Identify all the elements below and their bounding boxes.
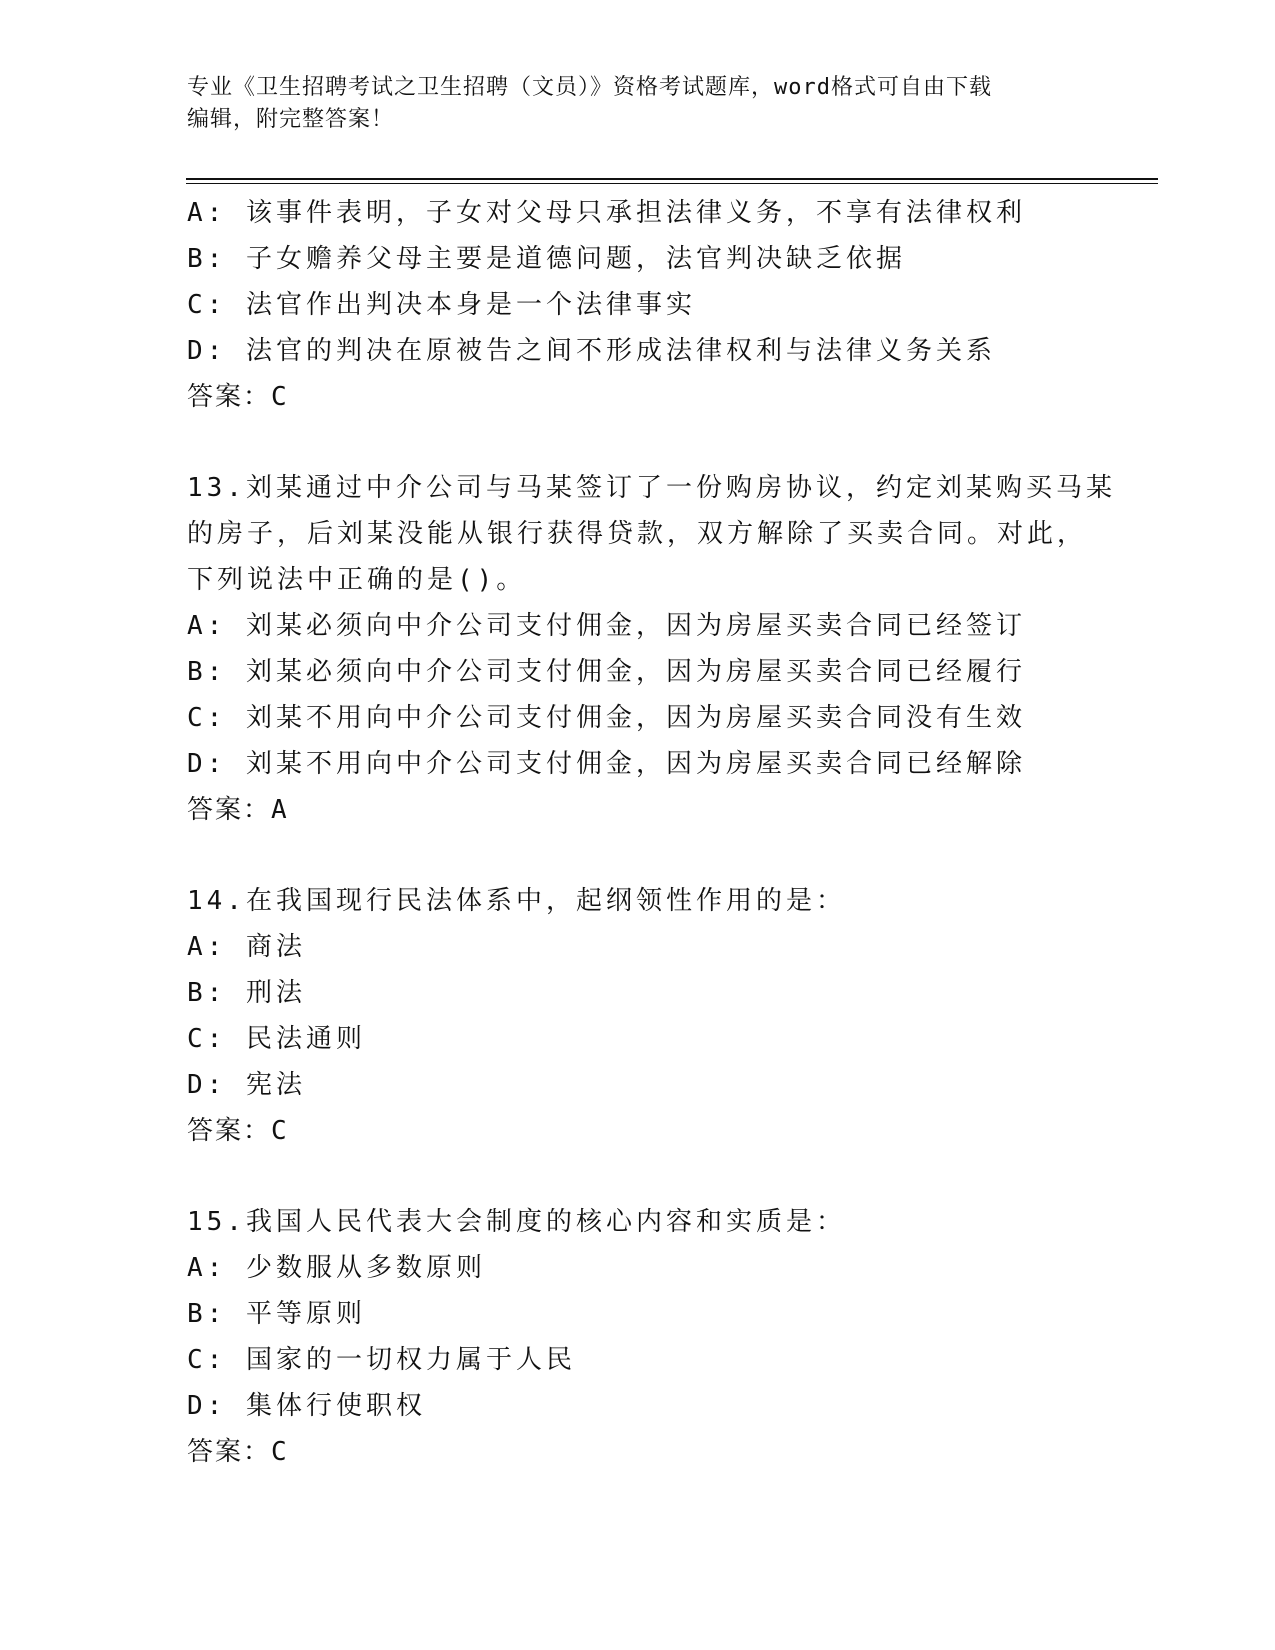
option-b: B: 平等原则 bbox=[187, 1299, 366, 1329]
header-line-2: 编辑，附完整答案！ bbox=[187, 107, 395, 132]
option-c: C: 国家的一切权力属于人民 bbox=[187, 1345, 576, 1375]
question-stem-line: 14.在我国现行民法体系中，起纲领性作用的是： bbox=[187, 886, 846, 916]
question-stem-line: 下列说法中正确的是()。 bbox=[187, 565, 527, 595]
option-a: A: 刘某必须向中介公司支付佣金，因为房屋买卖合同已经签订 bbox=[187, 611, 1026, 641]
header-divider-thin bbox=[186, 183, 1158, 184]
answer-line: 答案：C bbox=[187, 382, 289, 412]
option-d: D: 法官的判决在原被告之间不形成法律权利与法律义务关系 bbox=[187, 336, 996, 366]
question-15 bbox=[187, 1199, 1087, 1475]
question-list bbox=[187, 190, 1116, 1475]
option-b: B: 刘某必须向中介公司支付佣金，因为房屋买卖合同已经履行 bbox=[187, 657, 1026, 687]
question-spacer bbox=[187, 833, 1087, 878]
question-14 bbox=[187, 878, 1087, 1154]
document-header bbox=[187, 72, 1087, 136]
question-stem-line: 15.我国人民代表大会制度的核心内容和实质是： bbox=[187, 1207, 846, 1237]
option-c: C: 民法通则 bbox=[187, 1024, 366, 1054]
question-spacer bbox=[187, 420, 1087, 465]
answer-line: 答案：C bbox=[187, 1437, 289, 1467]
option-b: B: 子女赡养父母主要是道德问题，法官判决缺乏依据 bbox=[187, 244, 906, 274]
option-c: C: 法官作出判决本身是一个法律事实 bbox=[187, 290, 696, 320]
question-spacer bbox=[187, 1154, 1087, 1199]
option-a: A: 商法 bbox=[187, 932, 306, 962]
option-d: D: 刘某不用向中介公司支付佣金，因为房屋买卖合同已经解除 bbox=[187, 749, 1026, 779]
answer-line: 答案：C bbox=[187, 1116, 289, 1146]
option-a: A: 该事件表明，子女对父母只承担法律义务，不享有法律权利 bbox=[187, 198, 1026, 228]
answer-line: 答案：A bbox=[187, 795, 289, 825]
option-d: D: 集体行使职权 bbox=[187, 1391, 426, 1421]
option-b: B: 刑法 bbox=[187, 978, 306, 1008]
option-d: D: 宪法 bbox=[187, 1070, 306, 1100]
header-divider-thick bbox=[186, 178, 1158, 180]
question-13 bbox=[187, 465, 1116, 833]
option-a: A: 少数服从多数原则 bbox=[187, 1253, 486, 1283]
question-12 bbox=[187, 190, 1087, 420]
header-line-1: 专业《卫生招聘考试之卫生招聘（文员）》资格考试题库，word格式可自由下载 bbox=[187, 75, 992, 100]
question-stem-line: 13.刘某通过中介公司与马某签订了一份购房协议，约定刘某购买马某 bbox=[187, 473, 1116, 503]
question-stem-line: 的房子，后刘某没能从银行获得贷款，双方解除了买卖合同。对此， bbox=[187, 519, 1088, 549]
option-c: C: 刘某不用向中介公司支付佣金，因为房屋买卖合同没有生效 bbox=[187, 703, 1026, 733]
